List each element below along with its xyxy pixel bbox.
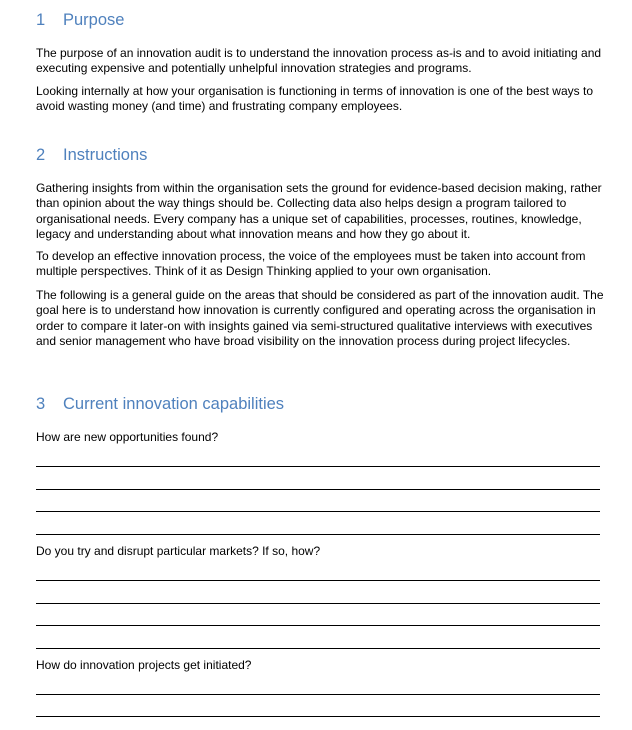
answer-line[interactable] (36, 511, 600, 512)
answer-line[interactable] (36, 648, 600, 649)
answer-line[interactable] (36, 603, 600, 604)
answer-line[interactable] (36, 466, 600, 467)
section-2-title: Instructions (63, 146, 148, 164)
section-2-heading (36, 145, 147, 165)
purpose-paragraph-1: The purpose of an innovation audit is to understand the innovation process as-is and to avoid initiating and executing expensive and potentially unhelpful innovation strategies and programs. (36, 46, 602, 76)
section-1-heading (36, 10, 124, 30)
question-3: How do innovation projects get initiated? (36, 658, 252, 672)
section-3-heading (36, 394, 284, 414)
answer-line[interactable] (36, 625, 600, 626)
section-1-number: 1 (36, 11, 46, 29)
instructions-paragraph-3: The following is a general guide on the areas that should be considered as part of the innovation audit. The goal here is to understand how innovation is currently configured and operating across the organisation in order to compare it later-on with insights gained via semi-structured qualitative interviews with executives and senior management who have broad visibility on the innovation process during project lifecycles. (36, 288, 604, 349)
question-1: How are new opportunities found? (36, 430, 219, 444)
section-2-number: 2 (36, 146, 46, 164)
section-3-title: Current innovation capabilities (63, 395, 285, 413)
question-2: Do you try and disrupt particular markets? If so, how? (36, 544, 321, 558)
answer-line[interactable] (36, 534, 600, 535)
answer-line[interactable] (36, 489, 600, 490)
instructions-paragraph-2: To develop an effective innovation process, the voice of the employees must be taken into account from multiple perspectives. Think of it as Design Thinking applied to your own organisation. (36, 249, 586, 279)
answer-line[interactable] (36, 580, 600, 581)
section-3-number: 3 (36, 395, 46, 413)
instructions-paragraph-1: Gathering insights from within the organisation sets the ground for evidence-based decision making, rather than opinion about the way things should be. Collecting data also helps design a program tailored to organisational needs. Every company has a unique set of capabilities, processes, routines, knowledge, legacy and understanding about what innovation means and how they go about it. (36, 181, 602, 242)
answer-line[interactable] (36, 716, 600, 717)
answer-line[interactable] (36, 694, 600, 695)
section-1-title: Purpose (63, 11, 125, 29)
purpose-paragraph-2: Looking internally at how your organisation is functioning in terms of innovation is one of the best ways to avoid wasting money (and time) and frustrating company employees. (36, 84, 593, 114)
